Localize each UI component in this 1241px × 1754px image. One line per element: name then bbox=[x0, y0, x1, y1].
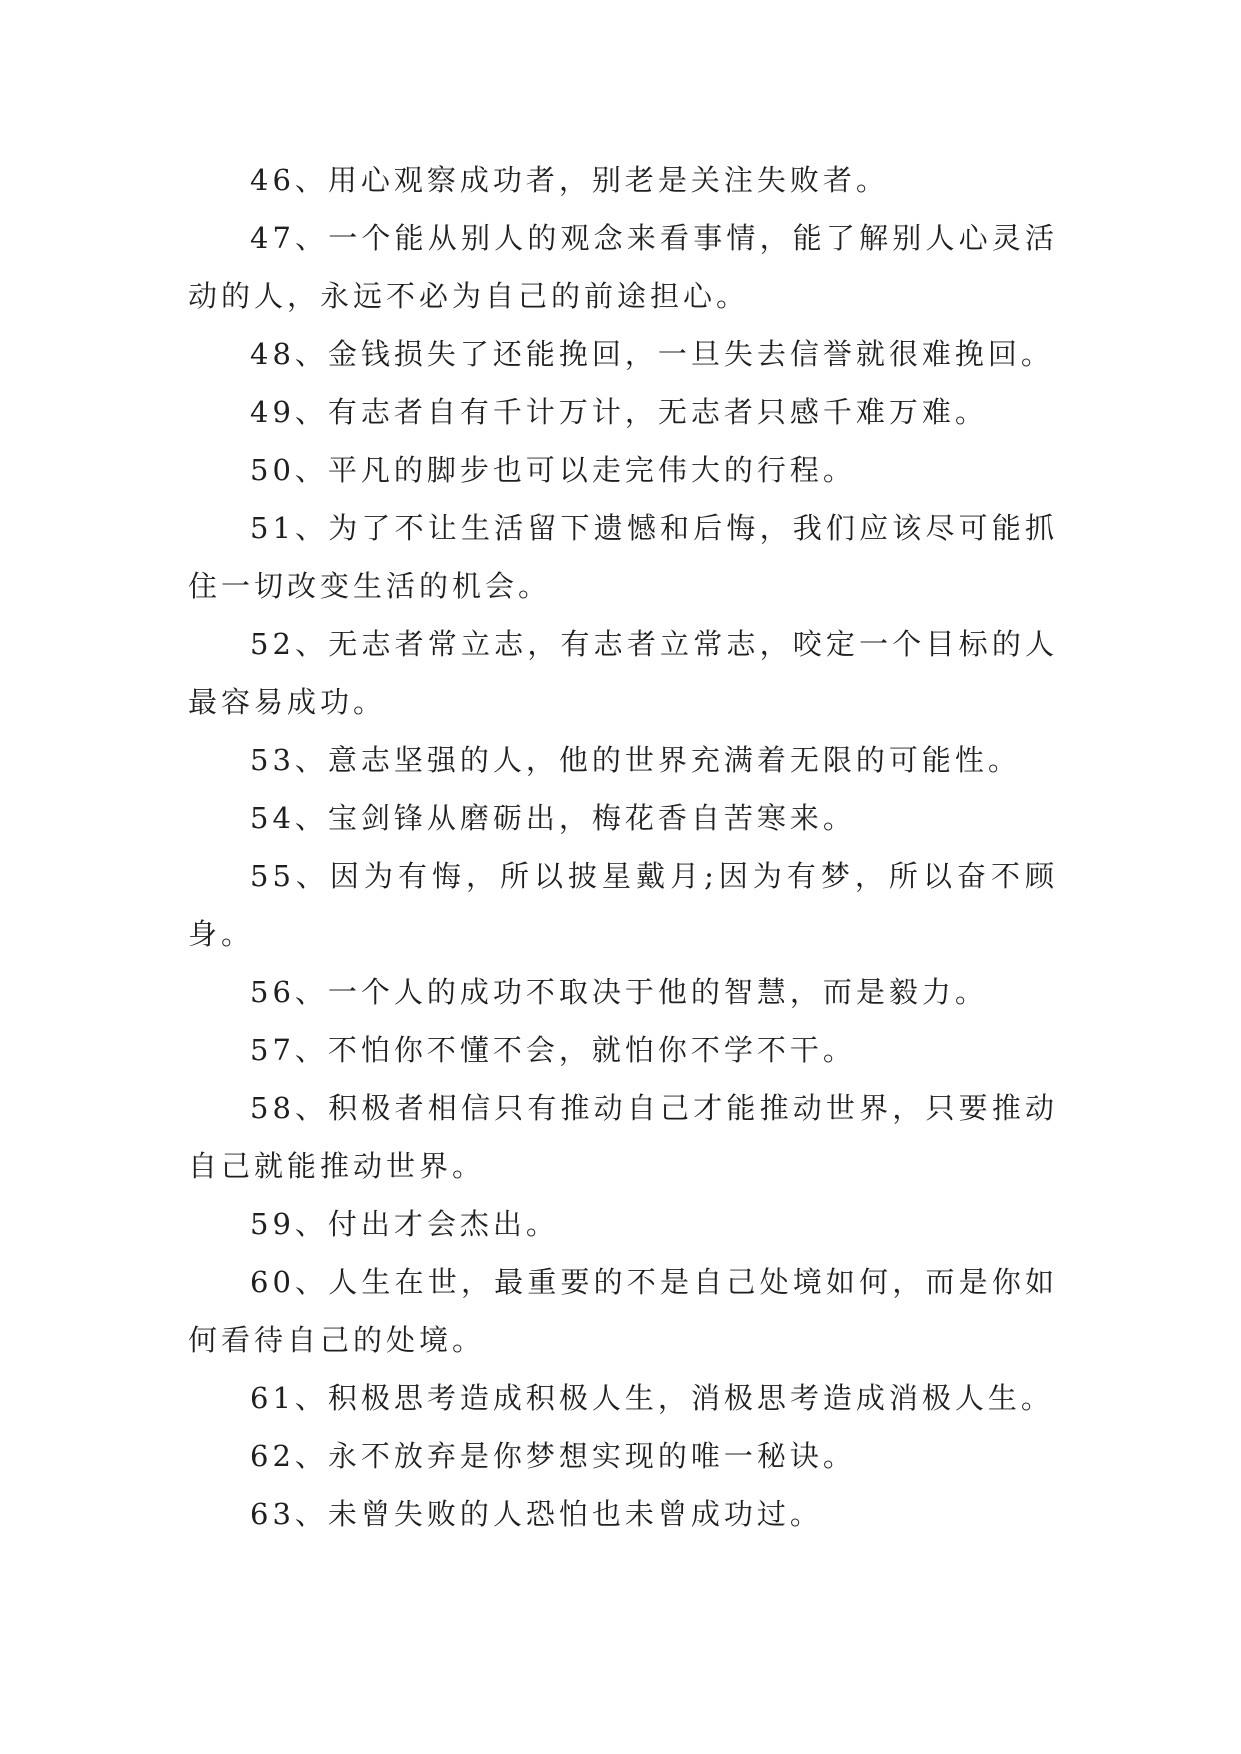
paragraph-48: 48、金钱损失了还能挽回，一旦失去信誉就很难挽回。 bbox=[250, 337, 1054, 371]
paragraph-49: 49、有志者自有千计万计，无志者只感千难万难。 bbox=[250, 395, 988, 429]
paragraph-54: 54、宝剑锋从磨砺出，梅花香自苦寒来。 bbox=[250, 801, 856, 835]
paragraph-53: 53、意志坚强的人，他的世界充满着无限的可能性。 bbox=[250, 743, 1021, 777]
paragraph-47: 47、一个能从别人的观念来看事情，能了解别人心灵活动的人，永远不必为自己的前途担心。 bbox=[188, 221, 1058, 313]
paragraph-57: 57、不怕你不懂不会，就怕你不学不干。 bbox=[250, 1033, 856, 1067]
paragraph-46: 46、用心观察成功者，别老是关注失败者。 bbox=[250, 163, 889, 197]
paragraph-61: 61、积极思考造成积极人生，消极思考造成消极人生。 bbox=[250, 1381, 1054, 1415]
paragraph-50: 50、平凡的脚步也可以走完伟大的行程。 bbox=[250, 453, 856, 487]
paragraph-58: 58、积极者相信只有推动自己才能推动世界，只要推动自己就能推动世界。 bbox=[188, 1091, 1058, 1183]
paragraph-63: 63、未曾失败的人恐怕也未曾成功过。 bbox=[250, 1497, 823, 1531]
paragraph-55: 55、因为有悔，所以披星戴月;因为有梦，所以奋不顾身。 bbox=[188, 859, 1058, 951]
paragraph-52: 52、无志者常立志，有志者立常志，咬定一个目标的人最容易成功。 bbox=[188, 627, 1058, 719]
document-body bbox=[188, 151, 1058, 1543]
paragraph-60: 60、人生在世，最重要的不是自己处境如何，而是你如何看待自己的处境。 bbox=[188, 1265, 1058, 1357]
paragraph-62: 62、永不放弃是你梦想实现的唯一秘诀。 bbox=[250, 1439, 856, 1473]
paragraph-51: 51、为了不让生活留下遗憾和后悔，我们应该尽可能抓住一切改变生活的机会。 bbox=[188, 511, 1058, 603]
paragraph-59: 59、付出才会杰出。 bbox=[250, 1207, 559, 1241]
paragraph-56: 56、一个人的成功不取决于他的智慧，而是毅力。 bbox=[250, 975, 988, 1009]
